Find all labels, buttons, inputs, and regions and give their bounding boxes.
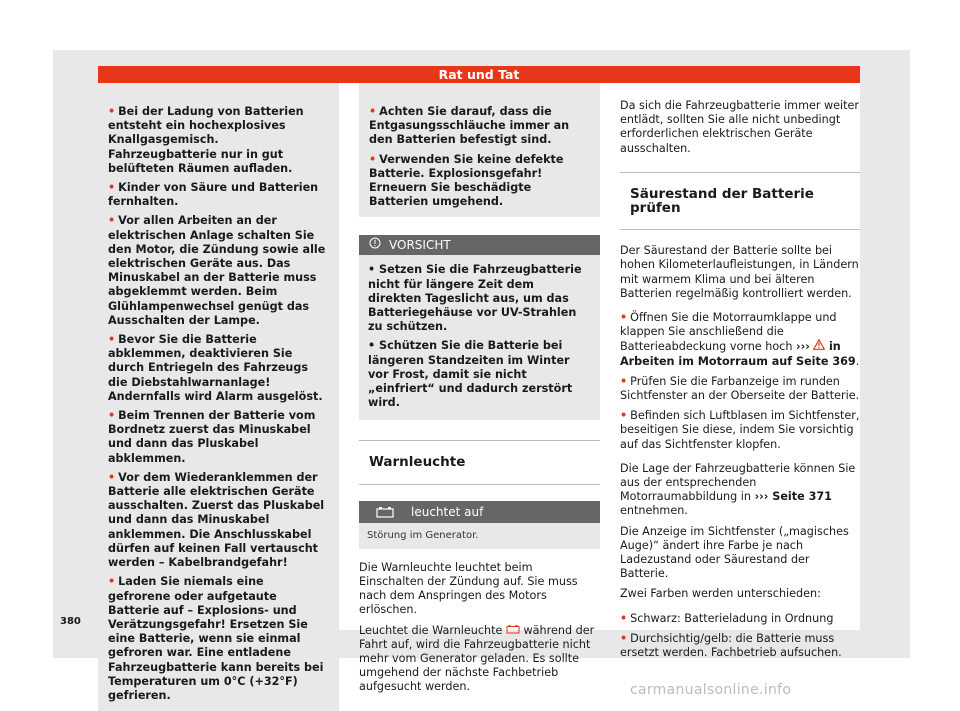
list-item: • Beim Trennen der Batterie vom Bordnetz zuerst das Minuskabel und dann das Pluskabel abklemmen. [108,409,316,465]
page-number: 380 [60,616,81,627]
list-item: • Achten Sie darauf, dass die Entgasungsschläuche immer an den Batterien befestigt sind. [369,105,570,147]
intro-paragraph: Da sich die Fahrzeugbatterie immer weiter entlädt, sollten Sie alle nicht unbedingt erforderlichen elektrischen Geräte ausschalten. [620,99,860,155]
lage-paragraph: Die Lage der Fahrzeugbatterie können Sie aus der entsprechenden Motorraumabbildung in ››› Seite 371 entnehmen. [620,461,856,518]
warnleuchte-paragraph-2: Leuchtet die Warnleuchte während der Fahrt auf, wird die Fahrzeugbatterie nicht mehr vom Generator geladen. Es sollte umgehend der nächste Fachbetrieb aufgesucht werden. [359,623,595,694]
list-item: • Bevor Sie die Batterie abklemmen, deaktivieren Sie durch Entriegeln des Fahrzeugs die Diebstahlwarnanlage! Andernfalls wird Alarm ausgelöst. [108,333,323,403]
warning-continued [359,83,600,217]
list-item: • Verwenden Sie keine defekte Batterie. Explosionsgefahr! Erneuern Sie beschädigte Batterien umgehend. [369,152,564,209]
list-item: • Setzen Sie die Fahrzeugbatterie nicht für längere Zeit dem direkten Tageslicht aus, um das Batteriegehäuse vor UV-Strahlen zu schützen. [368,263,582,334]
list-item: • Schwarz: Batterieladung in Ordnung [620,611,834,625]
caution-title: VORSICHT [389,238,451,253]
warnleuchte-paragraph-1: Die Warnleuchte leuchtet beim Einschalten der Zündung auf. Sie muss nach dem Anspringen des Motors erlöschen. [359,560,578,617]
battery-icon [359,506,411,518]
page-header: Rat und Tat [98,66,860,83]
caution-body [359,255,600,420]
info-icon [369,235,381,255]
page-link-371[interactable]: ››› Seite 371 [754,490,832,504]
lamp-status-text: leuchtet auf [411,504,484,519]
farben-paragraph: Zwei Farben werden unterschieden: [620,587,821,601]
list-item: • Prüfen Sie die Farbanzeige im runden Sichtfenster an der Oberseite der Batterie. [620,374,860,403]
caution-header [359,235,600,255]
list-item: • Vor dem Wiederanklemmen der Batterie alle elektrischen Geräte ausschalten. Zuerst das Pluskabel und dann das Minuskabel anklemmen. Die Anschlusskabel dürfen auf keinen Fall vertauscht werden – Kabelbrandgefahr! [108,470,325,570]
lamp-subtitle: Störung im Generator. [359,523,600,549]
warning-triangle-icon [813,340,825,353]
middle-column [359,83,600,701]
list-item: • Durchsichtig/gelb: die Batterie muss ersetzt werden. Fachbetrieb aufsuchen. [620,631,842,660]
page-link-369[interactable]: in Arbeiten im Motorraum auf Seite 369 [620,340,856,368]
warning-bullet-list [98,83,339,711]
anzeige-paragraph: Die Anzeige im Sichtfenster („magisches Auge)“ ändert ihre Farbe je nach Ladezustand oder Säurestand der Batterie. [620,524,849,581]
battery-warning-icon [506,624,520,637]
left-column [98,83,339,711]
caution-box [359,235,600,420]
list-item: • Bei der Ladung von Batterien entsteht ein hochexplosives Knallgasgemisch. Fahrzeugbatterie nur in gut belüfteten Räumen aufladen. [108,105,304,175]
lamp-status-bar [359,501,600,523]
list-item: • Vor allen Arbeiten an der elektrischen Anlage schalten Sie den Motor, die Zündung sowie alle elektrischen Geräte aus. Das Minuskabel an der Batterie muss abgeklemmt werden. Beim Glühlampenwechsel genügt das Ausschalten der Lampe. [108,214,326,327]
list-item: • Schützen Sie die Batterie bei längeren Standzeiten im Winter vor Frost, damit sie nicht „einfriert“ und dadurch zerstört wird. [368,339,573,410]
right-column [620,99,860,666]
section-title-warnleuchte: Warnleuchte [359,440,600,484]
saeurestand-paragraph: Der Säurestand der Batterie sollte bei hohen Kilometerlaufleistungen, in Ländern mit warmem Klima und bei älteren Batterien regelmäßig kontrolliert werden. [620,244,859,300]
list-item: • Laden Sie niemals eine gefrorene oder aufgetaute Batterie auf – Explosions- und Verätzungsgefahr! Ersetzen Sie eine Batterie, wenn sie einmal gefroren war. Eine entladene Fahrzeugbatterie kann bereits bei Temperaturen um 0°C (+32°F) gefrieren. [108,575,324,702]
list-item: • Öffnen Sie die Motorraumklappe und klappen Sie anschließend die Batterieabdeckung vorne hoch ››› in Arbeiten im Motorraum auf Seite 369. [620,311,860,368]
list-item: • Kinder von Säure und Batterien fernhalten. [108,181,319,209]
watermark: carmanualsonline.info [630,682,792,698]
list-item: • Befinden sich Luftblasen im Sichtfenster, beseitigen Sie diese, indem Sie vorsichtig auf das Sichtfenster klopfen. [620,409,860,451]
section-title-saeurestand: Säurestand der Batterie prüfen [620,172,860,230]
